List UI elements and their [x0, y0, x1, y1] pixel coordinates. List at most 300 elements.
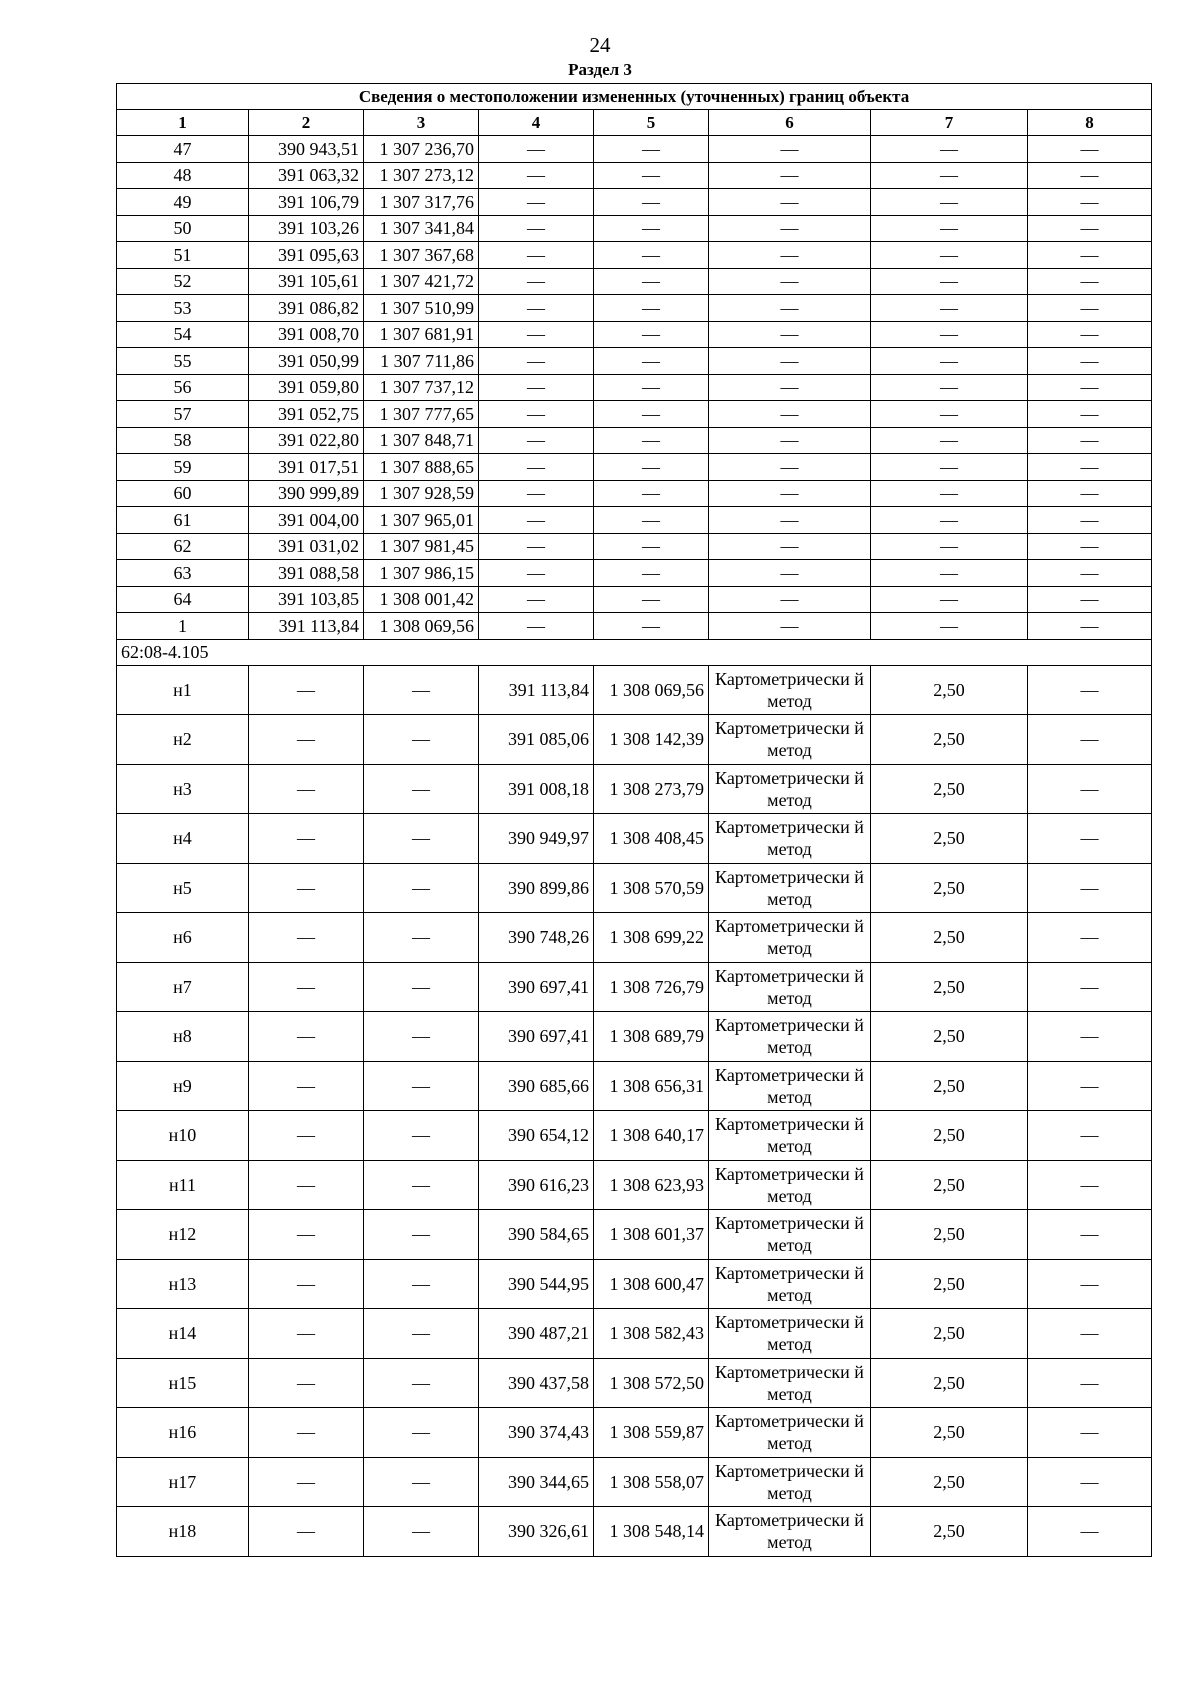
new-y-cell: — [594, 215, 709, 242]
column-number: 8 [1028, 110, 1152, 136]
description-cell: — [1028, 665, 1152, 715]
table-row [117, 1457, 1152, 1507]
existing-y-cell: 1 307 981,45 [364, 533, 479, 560]
point-number-cell: 49 [117, 189, 249, 216]
existing-y-cell: — [364, 962, 479, 1012]
new-x-cell: — [479, 374, 594, 401]
table-row [117, 586, 1152, 613]
existing-x-cell: 391 086,82 [249, 295, 364, 322]
description-cell: — [1028, 715, 1152, 765]
accuracy-cell: 2,50 [871, 1160, 1028, 1210]
existing-x-cell: 390 943,51 [249, 136, 364, 163]
table-row [117, 863, 1152, 913]
point-number-cell: н12 [117, 1210, 249, 1260]
table-caption: Сведения о местоположении измененных (уточненных) границ объекта [117, 84, 1152, 110]
method-cell: — [709, 454, 871, 481]
description-cell: — [1028, 1061, 1152, 1111]
point-number-cell: н4 [117, 814, 249, 864]
existing-y-cell: 1 307 928,59 [364, 480, 479, 507]
method-cell: — [709, 374, 871, 401]
page-number: 24 [589, 33, 611, 57]
new-y-cell: — [594, 507, 709, 534]
point-number-cell: н7 [117, 962, 249, 1012]
accuracy-cell: — [871, 401, 1028, 428]
method-cell: Картометрически й метод [709, 814, 871, 864]
new-y-cell: 1 308 689,79 [594, 1012, 709, 1062]
point-number-cell: 52 [117, 268, 249, 295]
description-cell: — [1028, 863, 1152, 913]
table-row [117, 560, 1152, 587]
new-y-cell: 1 308 656,31 [594, 1061, 709, 1111]
point-number-cell: н5 [117, 863, 249, 913]
description-cell: — [1028, 136, 1152, 163]
table-row [117, 215, 1152, 242]
new-x-cell: 390 616,23 [479, 1160, 594, 1210]
existing-y-cell: — [364, 665, 479, 715]
new-x-cell: — [479, 454, 594, 481]
new-x-cell: 390 544,95 [479, 1259, 594, 1309]
existing-x-cell: — [249, 1111, 364, 1161]
existing-x-cell: 391 063,32 [249, 162, 364, 189]
method-cell: — [709, 480, 871, 507]
table-row [117, 764, 1152, 814]
new-x-cell: 390 437,58 [479, 1358, 594, 1408]
existing-y-cell: — [364, 1507, 479, 1557]
new-y-cell: 1 308 559,87 [594, 1408, 709, 1458]
existing-y-cell: 1 307 888,65 [364, 454, 479, 481]
accuracy-cell: — [871, 427, 1028, 454]
table-row [117, 814, 1152, 864]
existing-x-cell: — [249, 715, 364, 765]
description-cell: — [1028, 295, 1152, 322]
new-y-cell: — [594, 401, 709, 428]
method-cell: — [709, 533, 871, 560]
accuracy-cell: — [871, 454, 1028, 481]
description-cell: — [1028, 613, 1152, 640]
method-cell: — [709, 560, 871, 587]
point-number-cell: 56 [117, 374, 249, 401]
existing-x-cell: — [249, 962, 364, 1012]
new-x-cell: 390 344,65 [479, 1457, 594, 1507]
point-number-cell: 51 [117, 242, 249, 269]
description-cell: — [1028, 764, 1152, 814]
description-cell: — [1028, 374, 1152, 401]
description-cell: — [1028, 268, 1152, 295]
accuracy-cell: — [871, 268, 1028, 295]
new-y-cell: — [594, 348, 709, 375]
existing-y-cell: 1 307 510,99 [364, 295, 479, 322]
method-cell: — [709, 348, 871, 375]
new-y-cell: — [594, 480, 709, 507]
table-row [117, 1160, 1152, 1210]
table-caption-row [117, 84, 1152, 110]
new-x-cell: 390 374,43 [479, 1408, 594, 1458]
new-x-cell: 391 113,84 [479, 665, 594, 715]
accuracy-cell: — [871, 189, 1028, 216]
point-number-cell: н17 [117, 1457, 249, 1507]
point-number-cell: н18 [117, 1507, 249, 1557]
existing-x-cell: 391 004,00 [249, 507, 364, 534]
new-x-cell: — [479, 560, 594, 587]
new-x-cell: 390 899,86 [479, 863, 594, 913]
new-x-cell: 390 748,26 [479, 913, 594, 963]
method-cell: Картометрически й метод [709, 1160, 871, 1210]
new-y-cell: — [594, 613, 709, 640]
existing-x-cell: 391 022,80 [249, 427, 364, 454]
method-cell: — [709, 295, 871, 322]
existing-x-cell: — [249, 1210, 364, 1260]
existing-x-cell: 391 113,84 [249, 613, 364, 640]
accuracy-cell: 2,50 [871, 1358, 1028, 1408]
point-number-cell: н1 [117, 665, 249, 715]
new-x-cell: — [479, 268, 594, 295]
existing-x-cell: 391 106,79 [249, 189, 364, 216]
accuracy-cell: — [871, 374, 1028, 401]
existing-x-cell: — [249, 1259, 364, 1309]
method-cell: — [709, 321, 871, 348]
point-number-cell: 60 [117, 480, 249, 507]
table-row [117, 1507, 1152, 1557]
table-row [117, 913, 1152, 963]
new-y-cell: 1 308 142,39 [594, 715, 709, 765]
description-cell: — [1028, 962, 1152, 1012]
description-cell: — [1028, 507, 1152, 534]
new-x-cell: 390 697,41 [479, 1012, 594, 1062]
table-row [117, 1012, 1152, 1062]
table-row [117, 268, 1152, 295]
point-number-cell: 47 [117, 136, 249, 163]
new-y-cell: — [594, 533, 709, 560]
method-cell: Картометрически й метод [709, 1061, 871, 1111]
parcel-label: 62:08-4.105 [117, 639, 1152, 665]
new-x-cell: 391 008,18 [479, 764, 594, 814]
method-cell: Картометрически й метод [709, 764, 871, 814]
table-row [117, 189, 1152, 216]
column-number: 3 [364, 110, 479, 136]
existing-x-cell: — [249, 764, 364, 814]
accuracy-cell: 2,50 [871, 1061, 1028, 1111]
table-row [117, 507, 1152, 534]
table-row [117, 348, 1152, 375]
point-number-cell: н6 [117, 913, 249, 963]
column-number-row [117, 110, 1152, 136]
new-y-cell: — [594, 321, 709, 348]
existing-x-cell: — [249, 1160, 364, 1210]
table-row [117, 613, 1152, 640]
accuracy-cell: — [871, 586, 1028, 613]
accuracy-cell: — [871, 560, 1028, 587]
new-y-cell: — [594, 374, 709, 401]
description-cell: — [1028, 1160, 1152, 1210]
column-number: 6 [709, 110, 871, 136]
table-row [117, 136, 1152, 163]
accuracy-cell: — [871, 321, 1028, 348]
existing-x-cell: — [249, 1408, 364, 1458]
existing-x-cell: — [249, 1358, 364, 1408]
method-cell: — [709, 401, 871, 428]
table-row [117, 162, 1152, 189]
point-number-cell: 59 [117, 454, 249, 481]
description-cell: — [1028, 1408, 1152, 1458]
existing-y-cell: 1 307 681,91 [364, 321, 479, 348]
existing-x-cell: 391 059,80 [249, 374, 364, 401]
existing-x-cell: — [249, 1012, 364, 1062]
description-cell: — [1028, 189, 1152, 216]
point-number-cell: 54 [117, 321, 249, 348]
existing-x-cell: — [249, 913, 364, 963]
accuracy-cell: 2,50 [871, 1012, 1028, 1062]
method-cell: Картометрически й метод [709, 1408, 871, 1458]
existing-x-cell: 391 088,58 [249, 560, 364, 587]
table-row [117, 962, 1152, 1012]
method-cell: Картометрически й метод [709, 665, 871, 715]
existing-y-cell: 1 307 236,70 [364, 136, 479, 163]
point-number-cell: 48 [117, 162, 249, 189]
new-y-cell: — [594, 136, 709, 163]
description-cell: — [1028, 1309, 1152, 1359]
description-cell: — [1028, 401, 1152, 428]
description-cell: — [1028, 1210, 1152, 1260]
description-cell: — [1028, 242, 1152, 269]
description-cell: — [1028, 586, 1152, 613]
point-number-cell: 57 [117, 401, 249, 428]
new-y-cell: 1 308 699,22 [594, 913, 709, 963]
description-cell: — [1028, 321, 1152, 348]
section-title: Раздел 3 [568, 60, 632, 79]
existing-y-cell: — [364, 1061, 479, 1111]
point-number-cell: 61 [117, 507, 249, 534]
table-row [117, 665, 1152, 715]
existing-x-cell: 391 050,99 [249, 348, 364, 375]
existing-x-cell: — [249, 814, 364, 864]
method-cell: Картометрически й метод [709, 913, 871, 963]
point-number-cell: н8 [117, 1012, 249, 1062]
new-x-cell: — [479, 613, 594, 640]
new-x-cell: 390 949,97 [479, 814, 594, 864]
accuracy-cell: — [871, 295, 1028, 322]
method-cell: — [709, 242, 871, 269]
existing-y-cell: — [364, 913, 479, 963]
existing-y-cell: — [364, 1210, 479, 1260]
accuracy-cell: 2,50 [871, 665, 1028, 715]
new-x-cell: — [479, 533, 594, 560]
existing-y-cell: 1 308 069,56 [364, 613, 479, 640]
column-number: 4 [479, 110, 594, 136]
new-x-cell: — [479, 242, 594, 269]
description-cell: — [1028, 454, 1152, 481]
point-number-cell: 62 [117, 533, 249, 560]
description-cell: — [1028, 533, 1152, 560]
new-y-cell: — [594, 560, 709, 587]
method-cell: — [709, 507, 871, 534]
description-cell: — [1028, 480, 1152, 507]
accuracy-cell: — [871, 507, 1028, 534]
existing-y-cell: — [364, 715, 479, 765]
description-cell: — [1028, 1259, 1152, 1309]
accuracy-cell: — [871, 136, 1028, 163]
point-number-cell: н9 [117, 1061, 249, 1111]
table-row [117, 454, 1152, 481]
accuracy-cell: 2,50 [871, 764, 1028, 814]
existing-x-cell: — [249, 1309, 364, 1359]
new-y-cell: — [594, 454, 709, 481]
method-cell: Картометрически й метод [709, 863, 871, 913]
point-number-cell: 64 [117, 586, 249, 613]
accuracy-cell: 2,50 [871, 1457, 1028, 1507]
new-y-cell: 1 308 600,47 [594, 1259, 709, 1309]
point-number-cell: н14 [117, 1309, 249, 1359]
existing-y-cell: 1 308 001,42 [364, 586, 479, 613]
existing-x-cell: 391 105,61 [249, 268, 364, 295]
new-x-cell: 390 697,41 [479, 962, 594, 1012]
new-y-cell: 1 308 548,14 [594, 1507, 709, 1557]
description-cell: — [1028, 560, 1152, 587]
point-number-cell: 58 [117, 427, 249, 454]
existing-x-cell: 390 999,89 [249, 480, 364, 507]
point-number-cell: 55 [117, 348, 249, 375]
existing-x-cell: — [249, 1061, 364, 1111]
existing-y-cell: 1 307 711,86 [364, 348, 479, 375]
new-x-cell: 390 654,12 [479, 1111, 594, 1161]
existing-x-cell: — [249, 1457, 364, 1507]
existing-x-cell: — [249, 1507, 364, 1557]
description-cell: — [1028, 215, 1152, 242]
new-y-cell: — [594, 162, 709, 189]
existing-x-cell: 391 017,51 [249, 454, 364, 481]
existing-x-cell: 391 095,63 [249, 242, 364, 269]
table-row [117, 401, 1152, 428]
column-number: 1 [117, 110, 249, 136]
new-y-cell: 1 308 273,79 [594, 764, 709, 814]
new-x-cell: 391 085,06 [479, 715, 594, 765]
table-row [117, 1111, 1152, 1161]
table-row [117, 1061, 1152, 1111]
table-row [117, 295, 1152, 322]
column-number: 7 [871, 110, 1028, 136]
method-cell: — [709, 427, 871, 454]
new-x-cell: — [479, 507, 594, 534]
table-row [117, 533, 1152, 560]
method-cell: — [709, 189, 871, 216]
new-x-cell: 390 685,66 [479, 1061, 594, 1111]
new-x-cell: — [479, 189, 594, 216]
existing-y-cell: — [364, 1111, 479, 1161]
existing-x-cell: 391 031,02 [249, 533, 364, 560]
new-y-cell: — [594, 295, 709, 322]
accuracy-cell: — [871, 613, 1028, 640]
new-y-cell: 1 308 623,93 [594, 1160, 709, 1210]
method-cell: — [709, 162, 871, 189]
existing-y-cell: — [364, 1408, 479, 1458]
method-cell: Картометрически й метод [709, 1111, 871, 1161]
existing-y-cell: 1 307 317,76 [364, 189, 479, 216]
description-cell: — [1028, 913, 1152, 963]
method-cell: Картометрически й метод [709, 962, 871, 1012]
parcel-label-row [117, 639, 1152, 665]
existing-y-cell: 1 307 367,68 [364, 242, 479, 269]
accuracy-cell: 2,50 [871, 962, 1028, 1012]
new-x-cell: 390 326,61 [479, 1507, 594, 1557]
new-x-cell: — [479, 427, 594, 454]
accuracy-cell: 2,50 [871, 1111, 1028, 1161]
accuracy-cell: 2,50 [871, 715, 1028, 765]
description-cell: — [1028, 1012, 1152, 1062]
existing-x-cell: 391 103,26 [249, 215, 364, 242]
accuracy-cell: 2,50 [871, 1259, 1028, 1309]
new-y-cell: 1 308 069,56 [594, 665, 709, 715]
method-cell: Картометрически й метод [709, 1012, 871, 1062]
point-number-cell: 53 [117, 295, 249, 322]
boundary-table [116, 83, 1152, 1557]
new-x-cell: 390 584,65 [479, 1210, 594, 1260]
column-number: 2 [249, 110, 364, 136]
method-cell: Картометрически й метод [709, 1457, 871, 1507]
method-cell: — [709, 215, 871, 242]
new-y-cell: 1 308 570,59 [594, 863, 709, 913]
accuracy-cell: — [871, 480, 1028, 507]
table-row [117, 321, 1152, 348]
table-row [117, 480, 1152, 507]
existing-y-cell: 1 307 421,72 [364, 268, 479, 295]
method-cell: Картометрически й метод [709, 1358, 871, 1408]
new-x-cell: — [479, 480, 594, 507]
point-number-cell: 63 [117, 560, 249, 587]
existing-y-cell: 1 307 341,84 [364, 215, 479, 242]
existing-y-cell: 1 307 965,01 [364, 507, 479, 534]
new-y-cell: — [594, 427, 709, 454]
accuracy-cell: 2,50 [871, 913, 1028, 963]
existing-y-cell: — [364, 1012, 479, 1062]
new-x-cell: — [479, 348, 594, 375]
description-cell: — [1028, 1358, 1152, 1408]
point-number-cell: 50 [117, 215, 249, 242]
description-cell: — [1028, 814, 1152, 864]
point-number-cell: н13 [117, 1259, 249, 1309]
accuracy-cell: 2,50 [871, 863, 1028, 913]
new-y-cell: 1 308 582,43 [594, 1309, 709, 1359]
point-number-cell: н16 [117, 1408, 249, 1458]
table-row [117, 1210, 1152, 1260]
existing-y-cell: — [364, 1309, 479, 1359]
accuracy-cell: 2,50 [871, 1507, 1028, 1557]
new-x-cell: — [479, 295, 594, 322]
new-y-cell: — [594, 242, 709, 269]
method-cell: — [709, 613, 871, 640]
new-x-cell: — [479, 586, 594, 613]
new-x-cell: — [479, 401, 594, 428]
new-y-cell: — [594, 189, 709, 216]
new-y-cell: 1 308 640,17 [594, 1111, 709, 1161]
existing-y-cell: 1 307 777,65 [364, 401, 479, 428]
accuracy-cell: 2,50 [871, 814, 1028, 864]
existing-y-cell: — [364, 1259, 479, 1309]
new-x-cell: — [479, 215, 594, 242]
table-row [117, 242, 1152, 269]
description-cell: — [1028, 348, 1152, 375]
method-cell: Картометрически й метод [709, 1309, 871, 1359]
method-cell: — [709, 136, 871, 163]
new-y-cell: 1 308 601,37 [594, 1210, 709, 1260]
point-number-cell: н10 [117, 1111, 249, 1161]
table-row [117, 427, 1152, 454]
new-y-cell: 1 308 558,07 [594, 1457, 709, 1507]
new-x-cell: — [479, 136, 594, 163]
existing-y-cell: 1 307 273,12 [364, 162, 479, 189]
column-number: 5 [594, 110, 709, 136]
description-cell: — [1028, 1111, 1152, 1161]
new-x-cell: 390 487,21 [479, 1309, 594, 1359]
method-cell: Картометрически й метод [709, 1259, 871, 1309]
